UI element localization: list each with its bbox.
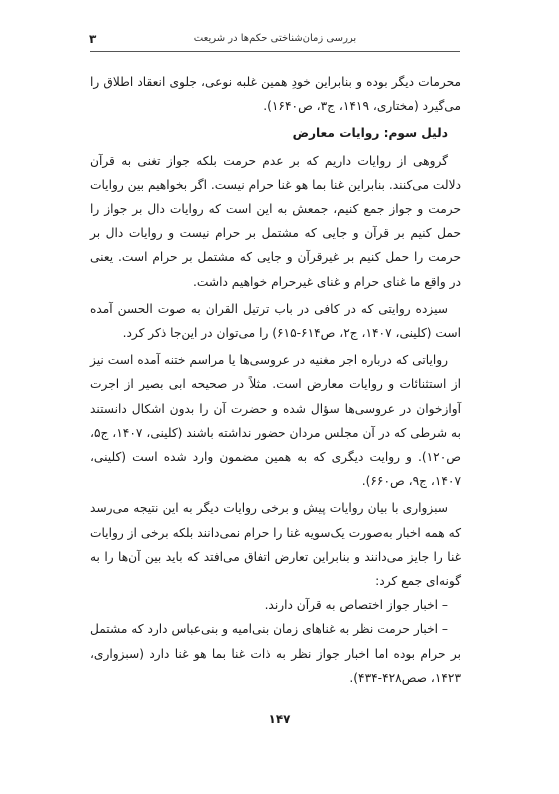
paragraph-continuation: محرمات دیگر بوده و بنابراین خودِ همین غلبه نوعی، جلوی انعقاد اطلاق را می‌گیرد (مختاری، ۱۴۱۹، ج۳، ص۱۶۴۰). bbox=[90, 75, 461, 114]
list-item: – اخبار جواز اختصاص به قرآن دارند. bbox=[264, 598, 448, 613]
paragraph-wedding-singer: روایاتی که درباره اجر مغنیه در عروسی‌ها یا مراسم ختنه آمده است نیز از استثنائات و روایات معارض است. مثلاً در صحیحه ابی بصیر از اجرت آوازخوان در عروسی‌ها سؤال شده و حضرت آن را بدون اشکال دانستند به شرطی که در آن مجلس مردان حضور نداشته باشند (کلینی، ۱۴۰۷، ج۵، ص۱۲۰). و روایت دیگری که به همین مضمون وارد شده است (کلینی، ۱۴۰۷، ج۹، ص۶۶۰). bbox=[90, 353, 461, 489]
paragraph-sabzevari: سبزواری با بیان روایات پیش و برخی روایات دیگر به این نتیجه می‌رسد که همه اخبار به‌صورت یک‌سویه غنا را حرام نمی‌دانند بلکه برخی از روایات غنا را جایز می‌دانند و بنابراین تعارض اتفاق می‌افتد که باید بین آن‌ها را به گونه‌ای جمع کرد: bbox=[90, 501, 461, 589]
paragraph-opposing-narrations: گروهی از روایات داریم که بر عدم حرمت بلکه جواز تغنی به قرآن دلالت می‌کنند. بنابراین غنا بما هو غنا حرام نیست. اگر بخواهیم بین روایات حرمت و جواز جمع کنیم، جمعش به این است که روایات دال بر جواز را حمل کنیم بر قرآن و جایی که مشتمل بر حرام نیست و روایات دال بر حرمت را حمل کنیم بر غیرقرآن و جایی که مشتمل بر حرام است. یعنی در واقع ما غنای حرام و غنای غیرحرام خواهیم داشت. bbox=[90, 153, 461, 289]
body-text bbox=[90, 70, 461, 690]
list-item: – اخبار حرمت نظر به غناهای زمان بنی‌امیه و بنی‌عباس دارد که مشتمل بر حرام بوده اما اخبار جواز نظر به ذات غنا بما هو غنا دارد (سبزواری، ۱۴۲۳، صص۴۲۸-۴۳۴). bbox=[90, 622, 461, 685]
running-header: بررسی زمان‌شناختی حکم‌ها در شریعت bbox=[193, 33, 357, 44]
page-number: ۱۴۷ bbox=[268, 712, 291, 726]
paragraph-kafi-reference: سیزده روایتی که در کافی در باب ترتیل القران به صوت الحسن آمده است (کلینی، ۱۴۰۷، ج۲، ص۶۱۴-۶۱۵) را می‌توان در این‌جا ذکر کرد. bbox=[90, 301, 461, 341]
header-page-mark: ۳ bbox=[89, 32, 97, 46]
header-divider bbox=[90, 51, 460, 52]
section-heading: دلیل سوم: روایات معارض bbox=[292, 126, 448, 141]
